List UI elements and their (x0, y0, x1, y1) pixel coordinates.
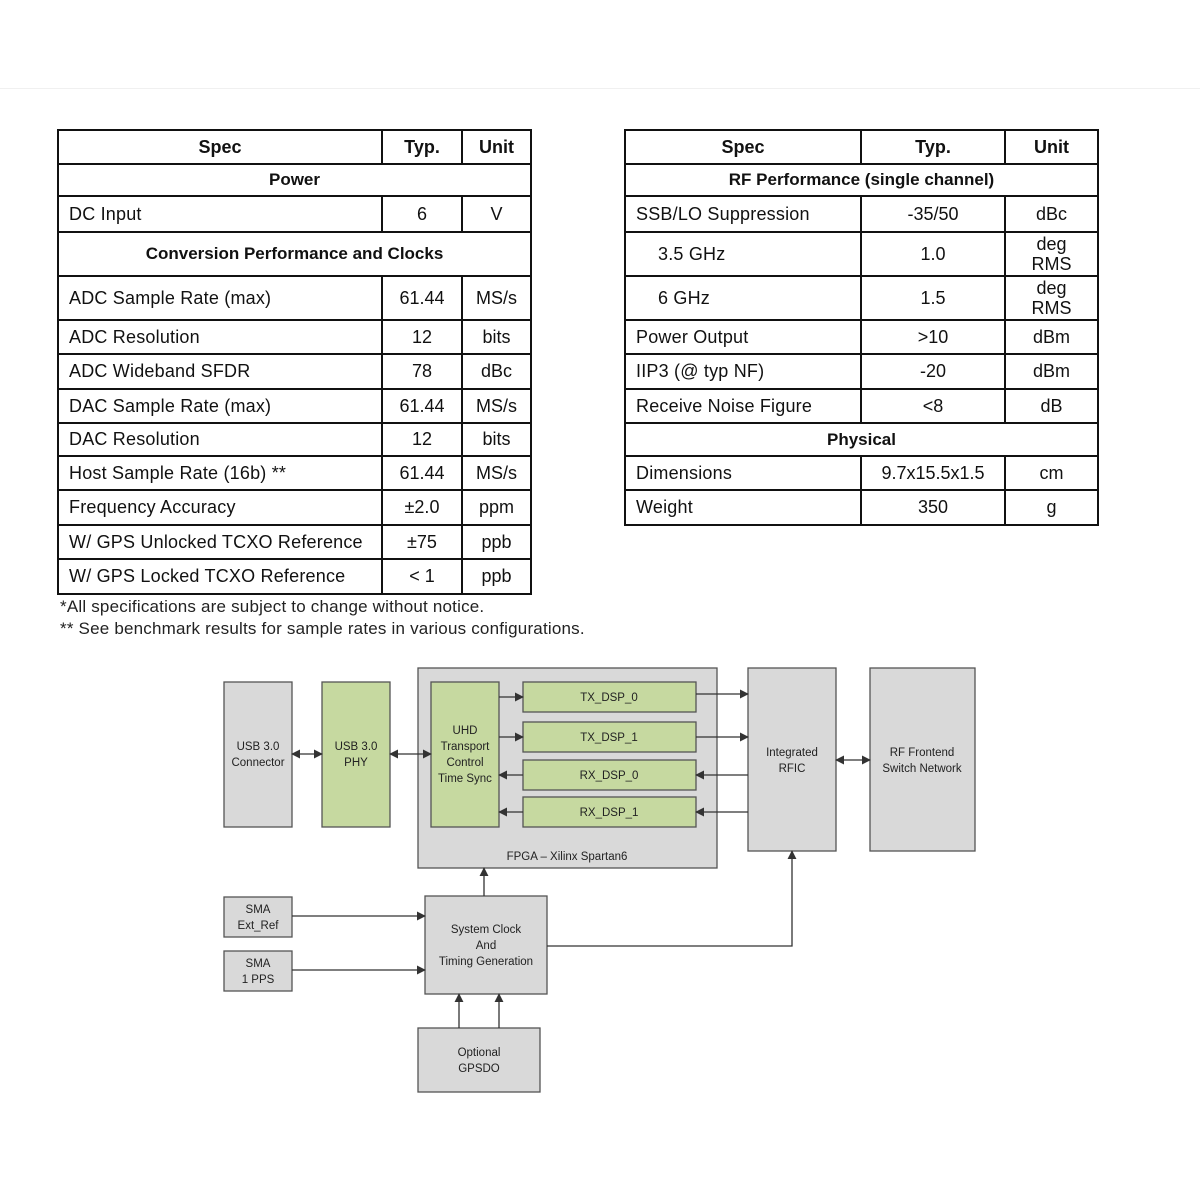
rfic-block (748, 668, 836, 851)
tx-dsp-0-label: TX_DSP_0 (580, 692, 638, 704)
spec-unit: ppb (462, 525, 531, 559)
spec-typ-value: 1.5 (861, 276, 1005, 320)
spec-unit: deg RMS (1005, 232, 1098, 276)
spec-unit: ppb (462, 559, 531, 594)
spec-unit: dBm (1005, 354, 1098, 389)
spec-name: SSB/LO Suppression (625, 196, 861, 232)
spec-name: IIP3 (@ typ NF) (625, 354, 861, 389)
spec-name: W/ GPS Unlocked TCXO Reference (58, 525, 382, 559)
left-header-spec: Spec (58, 130, 382, 164)
usb-connector-label: USB 3.0 Connector (231, 741, 285, 769)
spec-unit: g (1005, 490, 1098, 525)
rf-frontend-block (870, 668, 975, 851)
spec-name: Dimensions (625, 456, 861, 490)
fpga-label: FPGA – Xilinx Spartan6 (506, 851, 628, 863)
spec-typ-value: -35/50 (861, 196, 1005, 232)
spec-row (625, 354, 1098, 389)
right-header-typ: Typ. (861, 130, 1005, 164)
spec-unit: dBc (462, 354, 531, 389)
left-table-body (58, 164, 531, 594)
usb-phy-label: USB 3.0 PHY (334, 741, 378, 769)
spec-name: DC Input (58, 196, 382, 232)
spec-name: ADC Wideband SFDR (58, 354, 382, 389)
spec-row (625, 276, 1098, 320)
spec-row (625, 389, 1098, 423)
spec-unit: dBc (1005, 196, 1098, 232)
spec-row (625, 456, 1098, 490)
right-table-header-row (625, 130, 1098, 164)
spec-typ-value: 350 (861, 490, 1005, 525)
spec-typ-value: 6 (382, 196, 462, 232)
right-spec-table (624, 129, 1099, 526)
spec-typ-value: 12 (382, 423, 462, 456)
usb-phy-block (322, 682, 390, 827)
rf-frontend-label: RF Frontend Switch Network (882, 747, 962, 775)
uhd-transport-label: UHD Transport Control Time Sync (438, 725, 492, 785)
spec-name: Receive Noise Figure (625, 389, 861, 423)
spec-unit: MS/s (462, 456, 531, 490)
spec-typ-value: <8 (861, 389, 1005, 423)
spec-unit: MS/s (462, 276, 531, 320)
spec-name: Power Output (625, 320, 861, 354)
top-divider (0, 88, 1200, 89)
spec-row (58, 423, 531, 456)
spec-unit: dB (1005, 389, 1098, 423)
spec-row (58, 490, 531, 525)
section-row (58, 232, 531, 276)
spec-unit: dBm (1005, 320, 1098, 354)
spec-name: ADC Sample Rate (max) (58, 276, 382, 320)
footnotes (60, 596, 585, 640)
spec-name: Frequency Accuracy (58, 490, 382, 525)
right-table-body (625, 164, 1098, 525)
spec-typ-value: ±75 (382, 525, 462, 559)
spec-row (625, 196, 1098, 232)
section-row (625, 423, 1098, 456)
gpsdo-label: Optional GPSDO (457, 1047, 501, 1075)
spec-typ-value: ±2.0 (382, 490, 462, 525)
left-header-typ: Typ. (382, 130, 462, 164)
spec-typ-value: >10 (861, 320, 1005, 354)
sma-ext-ref-label: SMA Ext_Ref (237, 904, 279, 932)
spec-name: 3.5 GHz (625, 232, 861, 276)
spec-name: W/ GPS Locked TCXO Reference (58, 559, 382, 594)
spec-unit: bits (462, 320, 531, 354)
section-row (58, 164, 531, 196)
rx-dsp-0-label: RX_DSP_0 (579, 770, 639, 782)
usb-connector-block (224, 682, 292, 827)
section-title: Conversion Performance and Clocks (58, 232, 531, 276)
rx-dsp-1-label: RX_DSP_1 (579, 807, 639, 819)
footnote-benchmark: ** See benchmark results for sample rates in various configurations. (60, 619, 585, 638)
spec-typ-value: 9.7x15.5x1.5 (861, 456, 1005, 490)
gpsdo-block (418, 1028, 540, 1092)
tx-dsp-1-label: TX_DSP_1 (580, 732, 638, 744)
block-diagram (0, 650, 1200, 1110)
spec-row (58, 456, 531, 490)
uhd-transport-block (431, 682, 499, 827)
spec-row (58, 276, 531, 320)
spec-name: Host Sample Rate (16b) ** (58, 456, 382, 490)
spec-unit: deg RMS (1005, 276, 1098, 320)
spec-typ-value: 1.0 (861, 232, 1005, 276)
spec-unit: cm (1005, 456, 1098, 490)
rfic-label: Integrated RFIC (766, 747, 818, 775)
section-row (625, 164, 1098, 196)
right-header-unit: Unit (1005, 130, 1098, 164)
spec-name: Weight (625, 490, 861, 525)
spec-row (625, 490, 1098, 525)
spec-unit: MS/s (462, 389, 531, 423)
sma-1pps-label: SMA 1 PPS (241, 958, 275, 986)
spec-row (58, 525, 531, 559)
footnote-change-notice: *All specifications are subject to change without notice. (60, 597, 485, 616)
spec-unit: ppm (462, 490, 531, 525)
spec-row (58, 389, 531, 423)
spec-row (58, 354, 531, 389)
spec-typ-value: 61.44 (382, 456, 462, 490)
spec-row (58, 320, 531, 354)
spec-name: ADC Resolution (58, 320, 382, 354)
spec-typ-value: -20 (861, 354, 1005, 389)
spec-typ-value: 12 (382, 320, 462, 354)
section-title: Physical (625, 423, 1098, 456)
spec-unit: V (462, 196, 531, 232)
spec-row (58, 559, 531, 594)
left-header-unit: Unit (462, 130, 531, 164)
spec-typ-value: 78 (382, 354, 462, 389)
left-table-header-row (58, 130, 531, 164)
section-title: Power (58, 164, 531, 196)
section-title: RF Performance (single channel) (625, 164, 1098, 196)
spec-name: DAC Resolution (58, 423, 382, 456)
spec-unit: bits (462, 423, 531, 456)
spec-typ-value: 61.44 (382, 389, 462, 423)
spec-typ-value: 61.44 (382, 276, 462, 320)
left-spec-table (57, 129, 532, 595)
spec-row (58, 196, 531, 232)
spec-name: 6 GHz (625, 276, 861, 320)
system-clock-label: System Clock And Timing Generation (438, 924, 534, 968)
spec-row (625, 232, 1098, 276)
right-header-spec: Spec (625, 130, 861, 164)
spec-row (625, 320, 1098, 354)
spec-typ-value: < 1 (382, 559, 462, 594)
spec-name: DAC Sample Rate (max) (58, 389, 382, 423)
